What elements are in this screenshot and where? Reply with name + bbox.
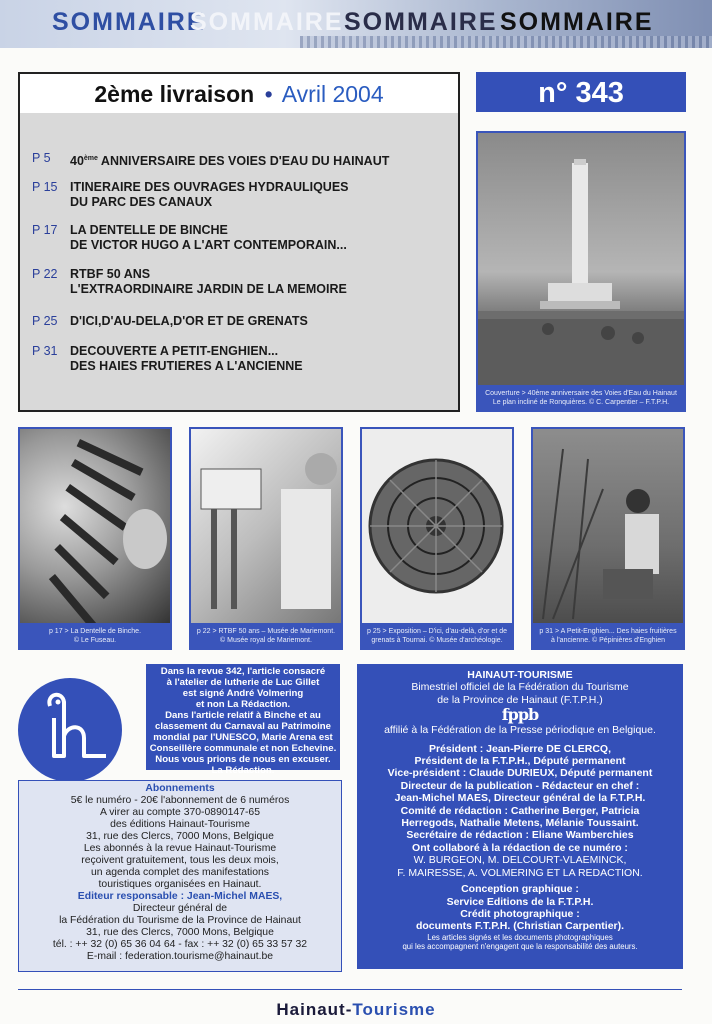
cover-photo [478, 133, 684, 385]
cover-caption: Couverture > 40ème anniversaire des Voies d'Eau du Hainaut Le plan incliné de Ronquières. © C. Carpentier – F.T.P.H. [485, 390, 677, 406]
footer-title: Hainaut-Tourisme [276, 1000, 436, 1019]
toc-title: RTBF 50 ANS L'EXTRAORDINAIRE JARDIN DE LA MEMOIRE [70, 267, 347, 296]
toc-page: P 31 [32, 344, 58, 358]
edition-label: 2ème livraison [94, 81, 255, 107]
brooch-illustration [362, 429, 512, 623]
editor-address: Directeur général de la Fédération du Tourisme de la Province de Hainaut 31, rue des Clercs, 7000 Mons, Belgique tél. : ++ 32 (0) 65 36 04 64 - fax : ++ 32 (0) 65 33 57 32 E-mail : federation.tourisme@hainaut.be [19, 903, 341, 963]
hainaut-logo [18, 678, 122, 782]
photo-lace[interactable] [18, 427, 172, 650]
photo-caption: p 25 > Exposition – D'ici, d'au-delà, d'or et de grenats à Tournai. © Musée d'archéologie. [366, 628, 507, 644]
photo-caption: p 22 > RTBF 50 ans – Musée de Mariemont. © Musée royal de Mariemont. [196, 628, 336, 644]
photo-caption: p 17 > La Dentelle de Binche. © Le Fuseau. [48, 628, 142, 644]
exposition-photo [362, 429, 512, 623]
credits: Conception graphique : Service Editions de la F.T.P.H. Crédit photographique : documents F.T.P.H. (Christian Carpentier). [415, 883, 625, 933]
subscription-title: Abonnements [145, 783, 215, 794]
affiliation-text: affilié à la Fédération de la Presse périodique en Belgique. [384, 724, 656, 737]
contributors: W. BURGEON, M. DELCOURT-VLAEMINCK, F. MAIRESSE, A. VOLMERING ET LA REDACTION. [397, 854, 643, 879]
toc-page: P 22 [32, 267, 58, 281]
bird-logo-icon [18, 678, 122, 782]
toc-title: LA DENTELLE DE BINCHE DE VICTOR HUGO A L'ART CONTEMPORAIN... [70, 223, 347, 252]
toc-title: DECOUVERTE A PETIT-ENGHIEN... DES HAIES FRUTIERES A L'ANCIENNE [70, 344, 303, 373]
title-bullet: • [264, 81, 273, 107]
masthead-intro: Bimestriel officiel de la Fédération du Tourisme de la Province de Hainaut (F.T.P.H.) [411, 681, 629, 706]
toc-page: P 15 [32, 180, 58, 194]
edition-title [18, 72, 460, 116]
masthead-title: HAINAUT-TOURISME [467, 669, 573, 681]
toc-title: ITINERAIRE DES OUVRAGES HYDRAULIQUES DU PARC DES CANAUX [70, 180, 349, 209]
cover-photo-frame [476, 131, 686, 412]
toc-page: P 5 [32, 151, 51, 165]
subscription-text: 5€ le numéro - 20€ l'abonnement de 6 numéros A virer au compte 370-0890147-65 des éditions Hainaut-Tourisme 31, rue des Clercs, 7000 Mons, Belgique Les abonnés à la revue Hainaut-Tourisme reçoivent gratuitement, tous les deux mois, un agenda complet des manifestations touristiques organisées en Hainaut. [70, 795, 290, 890]
subscription-box [18, 780, 342, 972]
banner-word-2: SOMMAIRE [190, 8, 344, 36]
fppb-logo: fppb [501, 705, 539, 725]
toc-page: P 25 [32, 314, 58, 328]
edition-month: Avril 2004 [281, 81, 384, 107]
orchard-illustration [533, 429, 683, 623]
footer-rule [18, 989, 682, 990]
banner-word-3: SOMMAIRE [344, 8, 498, 36]
banner-word-1: SOMMAIRE [52, 8, 206, 36]
camera-illustration [191, 429, 341, 623]
haies-photo [533, 429, 683, 623]
banner-landscape [300, 36, 712, 48]
lace-photo [20, 429, 170, 623]
bobbin-illustration [20, 429, 170, 623]
photo-exposition[interactable] [360, 427, 514, 650]
issue-number: n° 343 [476, 72, 686, 112]
staff-list: Président : Jean-Pierre DE CLERCQ, Président de la F.T.P.H., Député permanent Vice-président : Claude DURIEUX, Député permanent Directeur de la publication - Rédacteur en chef : Jean-Michel MAES, Directeur général de la F.T.P.H. Comité de rédaction : Catherine Berger, Patricia Herregods, Nathalie Metens, Mélanie Toussaint. Secrétaire de rédaction : Eliane Wamberchies Ont collaboré à la rédaction de ce numéro : [387, 742, 653, 854]
toc-page: P 17 [32, 223, 58, 237]
banner-word-4: SOMMAIRE [500, 8, 654, 36]
photo-haies[interactable] [531, 427, 685, 650]
table-of-contents [18, 113, 460, 412]
tower-illustration [478, 133, 684, 385]
toc-title: D'ICI,D'AU-DELA,D'OR ET DE GRENATS [70, 314, 308, 328]
masthead-box [357, 664, 683, 969]
photo-rtbf[interactable] [189, 427, 343, 650]
correction-notice: Dans la revue 342, l'article consacré à l'atelier de lutherie de Luc Gillet est signé André Volmering et non La Rédaction. Dans l'article relatif à Binche et au classement du Carnaval au Patrimoine mondial par l'UNESCO, Marie Arena est Conseillère communale et non Echevine. Nous vous prions de nous en excuser. La Rédaction. [146, 664, 340, 770]
editor-title: Editeur responsable : Jean-Michel MAES, [77, 891, 283, 902]
sommaire-banner [0, 0, 712, 48]
disclaimer: Les articles signés et les documents photographiques qui les accompagnent n'engagent que la responsabilité des auteurs. [402, 932, 638, 951]
rtbf-photo [191, 429, 341, 623]
email-link[interactable]: E-mail : federation.tourisme@hainaut.be [86, 951, 274, 962]
toc-title: 40ème ANNIVERSAIRE DES VOIES D'EAU DU HAINAUT [70, 154, 390, 169]
photo-caption: p 31 > A Petit-Enghien... Des haies fruitières à l'ancienne. © Pépinières d'Enghien [539, 628, 677, 644]
